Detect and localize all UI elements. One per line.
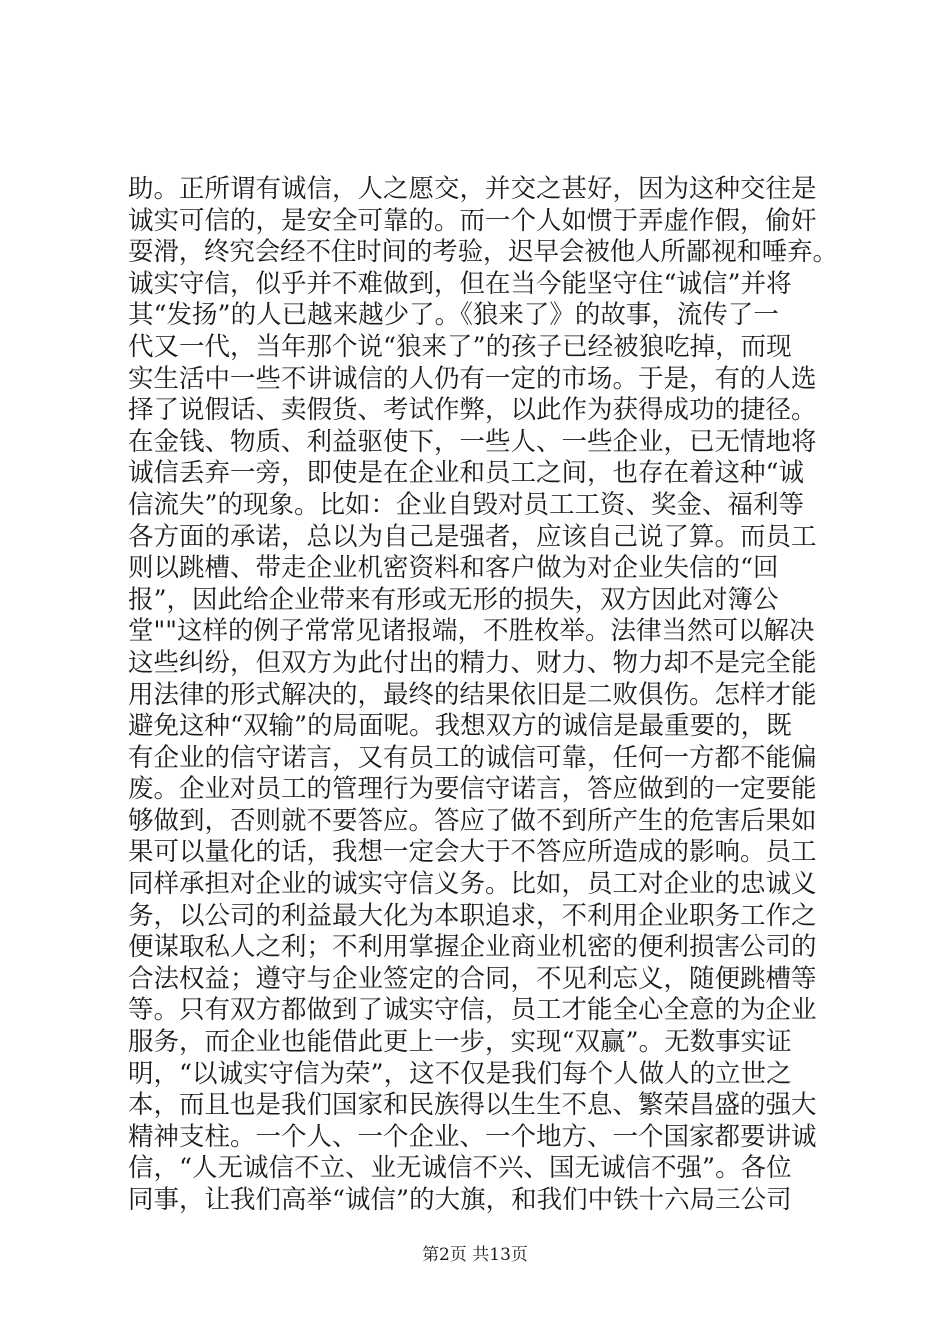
page-footer: 第2页 共13页 — [422, 1245, 528, 1265]
text-line: 诚信丢弃一旁，即使是在企业和员工之间，也存在着这种“诚 — [128, 458, 805, 489]
text-line: 服务，而企业也能借此更上一步，实现“双赢”。无数事实证 — [128, 1027, 792, 1058]
text-line: 助。正所谓有诚信，人之愿交，并交之甚好，因为这种交往是 — [128, 174, 817, 204]
body-text — [128, 174, 838, 1217]
text-line: 用法律的形式解决的，最终的结果依旧是二败俱伤。怎样才能 — [128, 679, 817, 710]
text-line: 择了说假话、卖假货、考试作弊，以此作为获得成功的捷径。 — [128, 395, 817, 426]
text-line: 报”，因此给企业带来有形或无形的损失，双方因此对簿公 — [128, 584, 779, 615]
text-line: 本，而且也是我们国家和民族得以生生不息、繁荣昌盛的强大 — [128, 1090, 817, 1121]
text-line: 够做到，否则就不要答应。答应了做不到所产生的危害后果如 — [128, 805, 817, 836]
text-line: 便谋取私人之利；不利用掌握企业商业机密的便利损害公司的 — [128, 932, 817, 963]
text-line: 有企业的信守诺言，又有员工的诚信可靠，任何一方都不能偏 — [128, 742, 817, 773]
text-line: 精神支柱。一个人、一个企业、一个地方、一个国家都要讲诚 — [128, 1121, 817, 1152]
text-line: 在金钱、物质、利益驱使下，一些人、一些企业，已无情地将 — [128, 426, 817, 457]
text-line: 诚实可信的，是安全可靠的。而一个人如惯于弄虚作假，偷奸 — [128, 205, 817, 236]
text-line: 废。企业对员工的管理行为要信守诺言，答应做到的一定要能 — [128, 774, 817, 805]
text-line: 务，以公司的利益最大化为本职追求，不利用企业职务工作之 — [128, 900, 817, 931]
text-line: 等。只有双方都做到了诚实守信，员工才能全心全意的为企业 — [128, 995, 817, 1026]
text-line: 实生活中一些不讲诚信的人仍有一定的市场。于是，有的人选 — [128, 363, 817, 394]
text-line: 代又一代，当年那个说“狼来了”的孩子已经被狼吃掉，而现 — [128, 331, 792, 362]
text-line: 耍滑，终究会经不住时间的考验，迟早会被他人所鄙视和唾弃。 — [128, 237, 838, 268]
text-line: 信流失”的现象。比如：企业自毁对员工工资、奖金、福利等 — [128, 489, 805, 520]
text-line: 避免这种“双输”的局面呢。我想双方的诚信是最重要的，既 — [128, 711, 792, 742]
text-line: 同事，让我们高举“诚信”的大旗，和我们中铁十六局三公司 — [128, 1185, 792, 1215]
text-line: 明，“以诚实守信为荣”，这不仅是我们每个人做人的立世之 — [128, 1058, 792, 1089]
text-line: 合法权益；遵守与企业签定的合同，不见利忘义，随便跳槽等 — [128, 963, 817, 994]
text-line: 其“发扬”的人已越来越少了。《狼来了》的故事，流传了一 — [128, 300, 779, 331]
text-line: 这些纠纷，但双方为此付出的精力、财力、物力却不是完全能 — [128, 647, 817, 678]
text-line: 则以跳槽、带走企业机密资料和客户做为对企业失信的“回 — [128, 553, 779, 584]
text-line: 果可以量化的话，我想一定会大于不答应所造成的影响。员工 — [128, 837, 817, 868]
text-line: 信，“人无诚信不立、业无诚信不兴、国无诚信不强”。各位 — [128, 1153, 792, 1184]
text-line: 诚实守信，似乎并不难做到，但在当今能坚守住“诚信”并将 — [128, 268, 792, 299]
text-line: 同样承担对企业的诚实守信义务。比如，员工对企业的忠诚义 — [128, 869, 817, 900]
text-line: 堂""这样的例子常常见诸报端，不胜枚举。法律当然可以解决 — [128, 616, 815, 647]
text-line: 各方面的承诺，总以为自己是强者，应该自己说了算。而员工 — [128, 521, 817, 552]
